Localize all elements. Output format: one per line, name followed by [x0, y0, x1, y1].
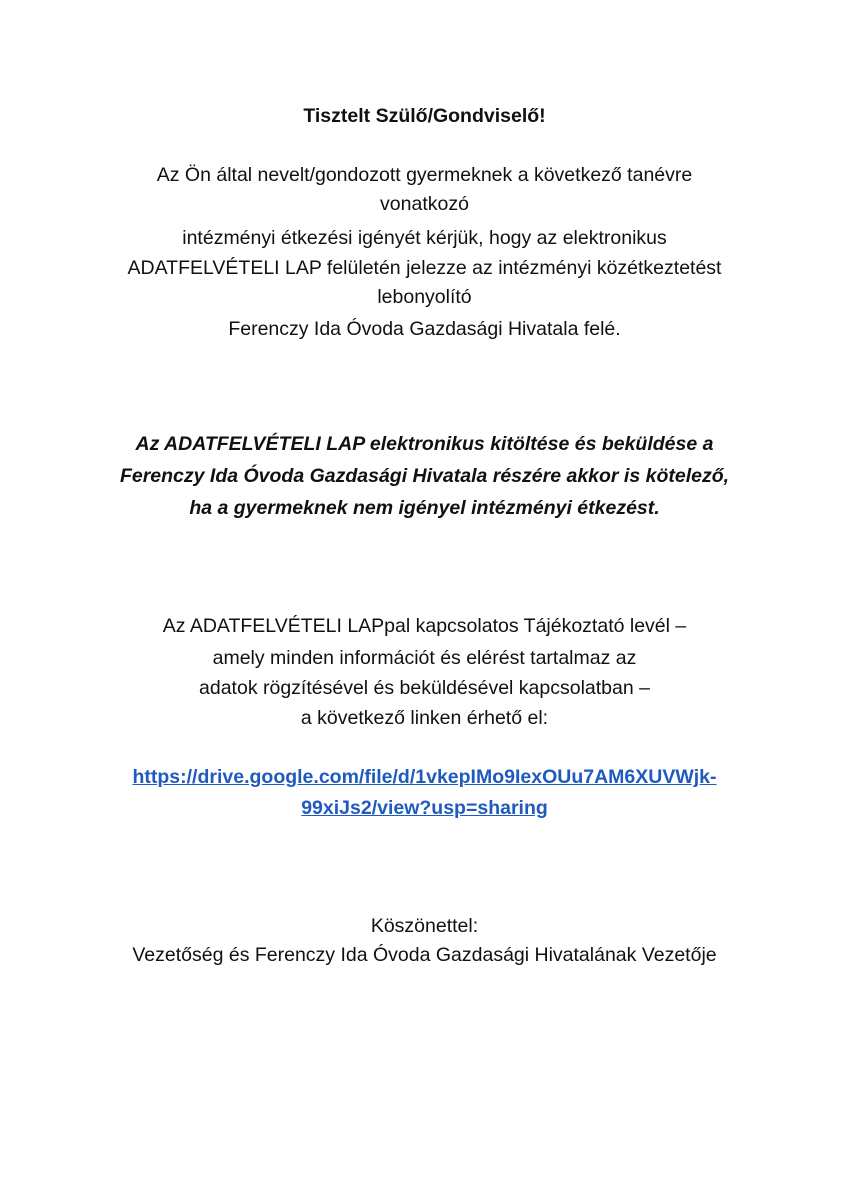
intro-line-6: Ferenczy Ida Óvoda Gazdasági Hivatala felé.: [228, 318, 621, 340]
notice-line-2: Ferenczy Ida Óvoda Gazdasági Hivatala részére akkor is kötelező,: [119, 465, 730, 487]
intro-line-2: vonatkozó: [380, 193, 469, 215]
drive-link-line-2[interactable]: 99xiJs2/view?usp=sharing: [301, 797, 548, 819]
info-line-1: Az ADATFELVÉTELI LAPpal kapcsolatos Tájékoztató levél –: [162, 615, 687, 637]
info-line-4: a következő linken érhető el:: [300, 707, 549, 729]
intro-line-1: Az Ön által nevelt/gondozott gyermeknek a következő tanévre: [156, 164, 693, 186]
greeting-heading: Tisztelt Szülő/Gondviselő!: [303, 105, 546, 127]
notice-line-1: Az ADATFELVÉTELI LAP elektronikus kitöltése és beküldése a: [135, 433, 714, 455]
info-line-3: adatok rögzítésével és beküldésével kapcsolatban –: [199, 677, 650, 699]
notice-line-3: ha a gyermeknek nem igényel intézményi étkezést.: [189, 497, 660, 519]
drive-link-line-1[interactable]: https://drive.google.com/file/d/1vkepIMo9IexOUu7AM6XUVWjk-: [132, 766, 717, 788]
info-line-2: amely minden információt és elérést tartalmaz az: [212, 647, 637, 669]
intro-line-5: lebonyolító: [377, 286, 472, 308]
closing-signature: Vezetőség és Ferenczy Ida Óvoda Gazdasági Hivatalának Vezetője: [132, 944, 717, 966]
intro-line-4: ADATFELVÉTELI LAP felületén jelezze az intézményi közétkeztetést: [127, 257, 722, 279]
closing-thanks: Köszönettel:: [370, 915, 479, 937]
intro-line-3: intézményi étkezési igényét kérjük, hogy az elektronikus: [182, 227, 667, 249]
